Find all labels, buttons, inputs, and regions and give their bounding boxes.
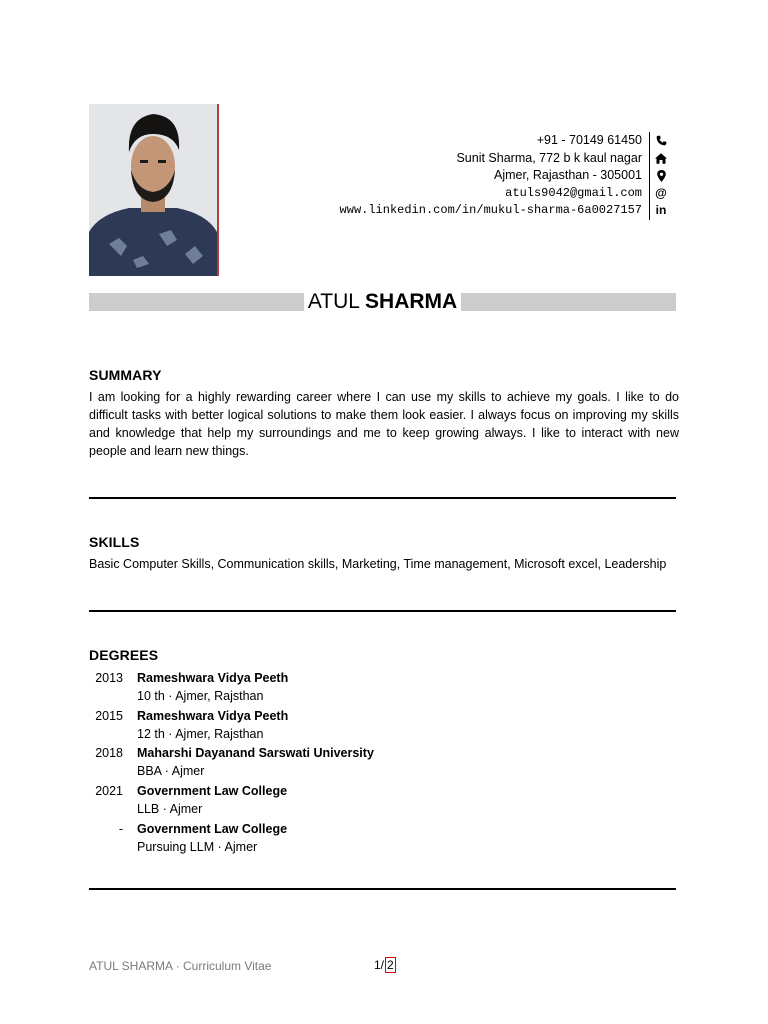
degree-detail: BBA · Ajmer: [137, 763, 205, 778]
address-text: Sunit Sharma, 772 b k kaul nagar: [456, 150, 642, 165]
profile-photo: [89, 104, 219, 276]
contact-linkedin-row: [340, 202, 672, 220]
summary-heading: SUMMARY: [89, 367, 162, 383]
contact-city-row: [494, 167, 672, 185]
degree-institution: Rameshwara Vidya Peeth: [137, 709, 289, 723]
city-text: Ajmer, Rajasthan - 305001: [493, 168, 642, 183]
degree-year: 2013: [95, 671, 123, 685]
skills-heading: SKILLS: [89, 534, 140, 550]
phone-icon: [649, 132, 672, 150]
at-icon: @: [649, 185, 672, 203]
name-bar-left: [89, 293, 304, 311]
linkedin-link[interactable]: www.linkedin.com/in/mukul-sharma-6a0027157: [339, 203, 642, 218]
degree-year: 2021: [95, 784, 123, 798]
degree-detail: Pursuing LLM · Ajmer: [137, 839, 258, 854]
degree-detail: 12 th · Ajmer, Rajsthan: [137, 726, 264, 741]
contact-address-row: [456, 150, 672, 168]
page-number: [374, 957, 396, 973]
map-marker-icon: [649, 167, 672, 185]
contact-phone-row: [537, 132, 672, 150]
summary-text: I am looking for a highly rewarding career where I can use my skills to achieve my goals. I like to do difficult tasks with better logical solutions to make them look easier. I always focus on improving my skills and knowledge that help my surroundings and me to keep growing always. I like to interact with new people and learn new things.: [89, 390, 679, 458]
divider: [89, 888, 676, 890]
degree-institution: Maharshi Dayanand Sarswati University: [137, 746, 374, 760]
name-bar-right: [461, 293, 676, 311]
phone-text: +91 - 70149 61450: [536, 133, 642, 147]
degrees-heading: DEGREES: [89, 647, 159, 663]
divider: [89, 497, 676, 499]
page-current: 1/: [374, 958, 385, 972]
name-banner: [89, 292, 676, 312]
contact-block: [340, 132, 672, 220]
last-name: SHARMA: [365, 290, 458, 313]
degree-institution: Government Law College: [137, 822, 288, 836]
degree-year: 2018: [95, 746, 123, 760]
footer-title: ATUL SHARMA · Curriculum Vitae: [89, 959, 272, 973]
contact-email-row: [505, 185, 672, 203]
email-link[interactable]: atuls9042@gmail.com: [505, 185, 642, 200]
home-icon: [649, 150, 672, 168]
degree-year: -: [118, 822, 123, 836]
full-name: [304, 292, 461, 312]
divider: [89, 610, 676, 612]
linkedin-icon: in: [649, 202, 672, 220]
degree-institution: Government Law College: [137, 784, 288, 798]
skills-text: Basic Computer Skills, Communication skills, Marketing, Time management, Microsoft excel, Leadership: [89, 557, 667, 571]
degree-detail: LLB · Ajmer: [137, 801, 203, 816]
first-name: ATUL: [307, 290, 360, 313]
degree-detail: 10 th · Ajmer, Rajsthan: [137, 688, 264, 703]
degree-institution: Rameshwara Vidya Peeth: [137, 671, 289, 685]
degree-year: 2015: [95, 709, 123, 723]
page-total[interactable]: 2: [387, 958, 394, 972]
